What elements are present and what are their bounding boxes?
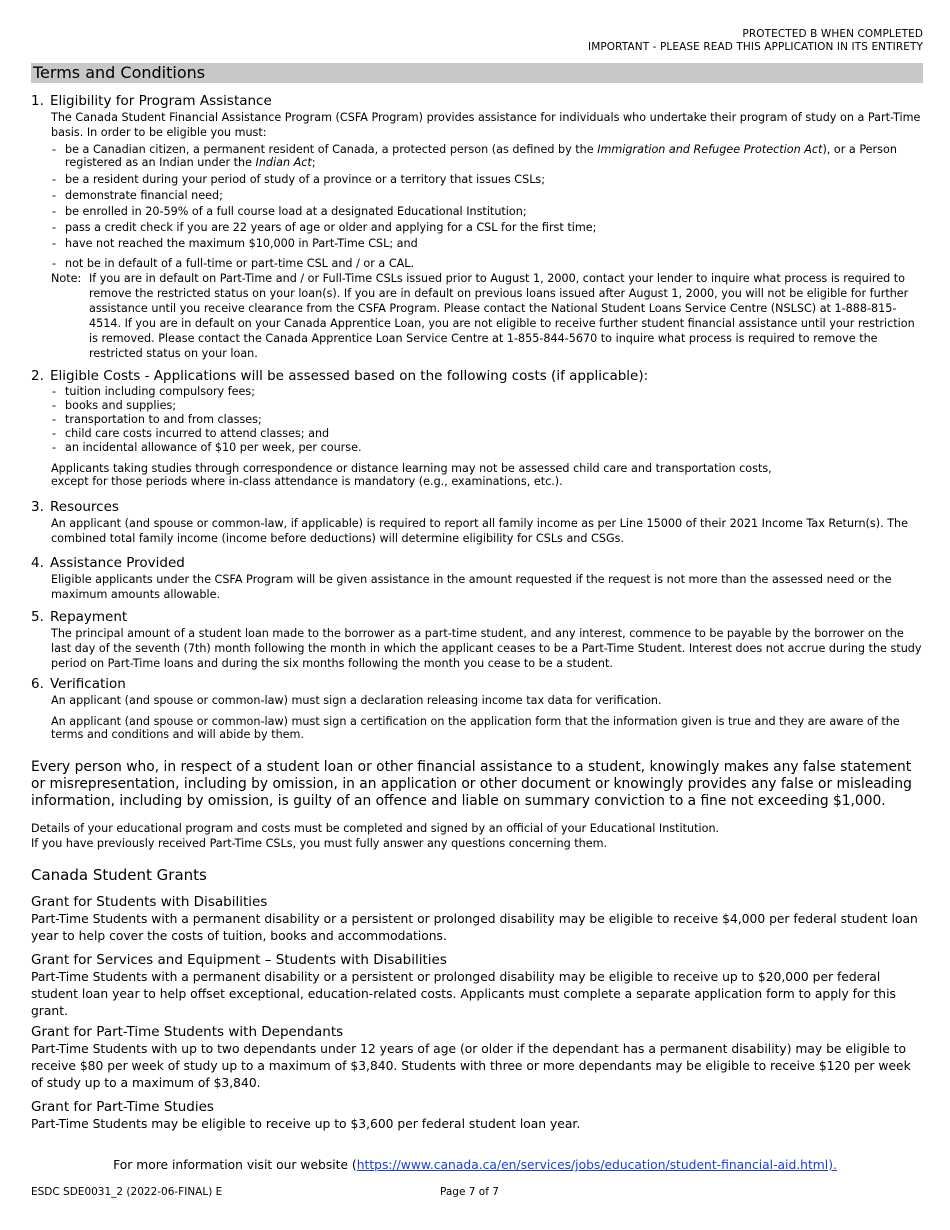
note-text: If you are in default on Part-Time and / or Full-Time CSLs issued prior to August 1, 2000, contact your lender to inquire what process is required to remove the restricted status on your loan(s). If you are in default on previous loans issued after August 1, 2000, you will not be eligible for further assistance until you receive clearance from the CSFA Program. Please contact the National Student Loans Service Centre (NSLSC) at 1-888-815-4514. If you are in default on your Canada Apprentice Loan, you are not eligible to receive further student financial assistance until your restriction is removed. Please contact the Canada Apprentice Loan Service Centre at 1-855-844-5670 to inquire what process is required to remove the restricted status on your loan. [89, 272, 915, 360]
page-number: Page 7 of 7 [440, 1186, 499, 1198]
list-item: - not be in default of a full-time or part-time CSL and / or a CAL. [51, 257, 923, 271]
section-6-heading [31, 675, 923, 693]
document-body [31, 89, 923, 1133]
list-item [51, 144, 923, 169]
details-paragraph [31, 822, 923, 851]
note-line: Applicants taking studies through correspondence or distance learning may not be assessed child care and transportation costs, [51, 462, 772, 475]
section-title: Eligibility for Program Assistance [50, 93, 272, 109]
list-item: - child care costs incurred to attend classes; and [51, 427, 923, 441]
website-link[interactable]: https://www.canada.ca/en/services/jobs/education/student-financial-aid.html). [356, 1158, 837, 1172]
list-item: - be enrolled in 20-59% of a full course load at a designated Educational Institution; [51, 205, 923, 219]
list-item: - have not reached the maximum $10,000 in Part-Time CSL; and [51, 237, 923, 251]
grant-text: Part-Time Students with a permanent disability or a persistent or prolonged disability may be eligible to receive up to $20,000 per federal student loan year to help offset exceptional, education-related costs. Applicants must complete a separate application form to apply for this grant. [31, 970, 896, 1018]
section-number: 5. [31, 609, 44, 625]
bullet-text: ), or a Person registered as an Indian under the [65, 143, 897, 169]
section-5-heading [31, 608, 923, 626]
section-4-heading [31, 554, 923, 572]
section-title: Assistance Provided [50, 555, 185, 571]
note-label: Note: [51, 272, 82, 285]
section-number: 1. [31, 93, 44, 109]
details-line: Details of your educational program and costs must be completed and signed by an official of your Educational Institution. [31, 822, 720, 835]
section-1-intro: The Canada Student Financial Assistance Program (CSFA Program) provides assistance for individuals who undertake their program of study on a Part-Time basis. In order to be eligible you must: [51, 111, 921, 139]
protection-header [588, 28, 923, 54]
protected-b-label: PROTECTED B WHEN COMPLETED [742, 28, 923, 40]
more-info-prefix: For more information visit our website ( [113, 1158, 357, 1172]
bullet-text: ; [311, 155, 316, 169]
section-title: Verification [50, 676, 126, 692]
grant-text: Part-Time Students may be eligible to receive up to $3,600 per federal student loan year. [31, 1117, 581, 1131]
act-name: Immigration and Refugee Protection Act [597, 143, 823, 156]
list-item: - books and supplies; [51, 399, 923, 413]
grants-heading: Canada Student Grants [31, 866, 207, 884]
grant-title: Grant for Students with Disabilities [31, 894, 268, 910]
section-3-heading [31, 498, 923, 516]
section-1-heading [31, 92, 923, 110]
section-3-text: An applicant (and spouse or common-law, if applicable) is required to report all family income as per Line 15000 of their 2021 Income Tax Return(s). The combined total family income (income before deductions) will determine eligibility for CSLs and CSGs. [51, 517, 909, 545]
section-title: Resources [50, 499, 119, 515]
important-notice-label: IMPORTANT - PLEASE READ THIS APPLICATION IN ITS ENTIRETY [588, 41, 923, 53]
section-number: 3. [31, 499, 44, 515]
list-item: - pass a credit check if you are 22 years of age or older and applying for a CSL for the first time; [51, 221, 923, 235]
section-6-text-2: An applicant (and spouse or common-law) must sign a certification on the application form that the information given is true and they are aware of the terms and conditions and will abide by them. [51, 715, 900, 741]
section-6-text-1: An applicant (and spouse or common-law) must sign a declaration releasing income tax data for verification. [51, 694, 662, 707]
list-item: - tuition including compulsory fees; [51, 385, 923, 399]
list-item: - an incidental allowance of $10 per week, per course. [51, 441, 923, 455]
section-number: 4. [31, 555, 44, 571]
more-info-line [0, 1157, 950, 1174]
list-item: - be a resident during your period of study of a province or a territory that issues CSLs; [51, 173, 923, 187]
section-title: Eligible Costs - Applications will be assessed based on the following costs (if applicable): [50, 368, 649, 384]
section-number: 2. [31, 368, 44, 384]
grant-title: Grant for Services and Equipment – Students with Disabilities [31, 952, 447, 968]
section-2-note [51, 463, 923, 488]
form-identifier: ESDC SDE0031_2 (2022-06-FINAL) E [31, 1186, 223, 1198]
act-name: Indian Act [255, 155, 312, 169]
grant-text: Part-Time Students with up to two dependants under 12 years of age (or older if the dependant has a permanent disability) may be eligible to receive $80 per week of study up to a maximum of $3,840. Students with three or more dependants may be eligible to receive $120 per week of study up to a maximum of $3,840. [31, 1042, 911, 1090]
page-title: Terms and Conditions [33, 63, 206, 82]
false-statement-warning: Every person who, in respect of a student loan or other financial assistance to a student, knowingly makes any false statement or misrepresentation, including by omission, in an application or other document or knowingly provides any false or misleading information, including by omission, is guilty of an offence and liable on summary conviction to a fine not exceeding $1,000. [31, 759, 912, 809]
section-4-text: Eligible applicants under the CSFA Program will be given assistance in the amount requested if the request is not more than the assessed need or the maximum amounts allowable. [51, 573, 892, 601]
section-1-note [51, 271, 923, 361]
note-line: except for those periods where in-class attendance is mandatory (e.g., examinations, etc.). [51, 474, 563, 488]
grant-title: Grant for Part-Time Students with Dependants [31, 1024, 344, 1040]
section-number: 6. [31, 676, 44, 692]
section-5-text: The principal amount of a student loan made to the borrower as a part-time student, and any interest, commence to be payable by the borrower on the last day of the seventh (7th) month following the month in which the applicant ceases to be a Part-Time Student. Interest does not accrue during the study period on Part-Time loans and during the six months following the month you cease to be a student. [51, 627, 922, 670]
section-2-heading [31, 367, 923, 385]
list-item: - transportation to and from classes; [51, 413, 923, 427]
title-bar [31, 63, 923, 83]
grant-title: Grant for Part-Time Studies [31, 1099, 214, 1115]
details-line: If you have previously received Part-Time CSLs, you must fully answer any questions concerning them. [31, 836, 608, 850]
bullet-text: be a Canadian citizen, a permanent resident of Canada, a protected person (as defined by the [65, 143, 598, 156]
section-title: Repayment [50, 609, 128, 625]
grant-text: Part-Time Students with a permanent disability or a persistent or prolonged disability may be eligible to receive $4,000 per federal student loan year to help cover the costs of tuition, books and accommodations. [31, 912, 918, 943]
list-item: - demonstrate financial need; [51, 189, 923, 203]
